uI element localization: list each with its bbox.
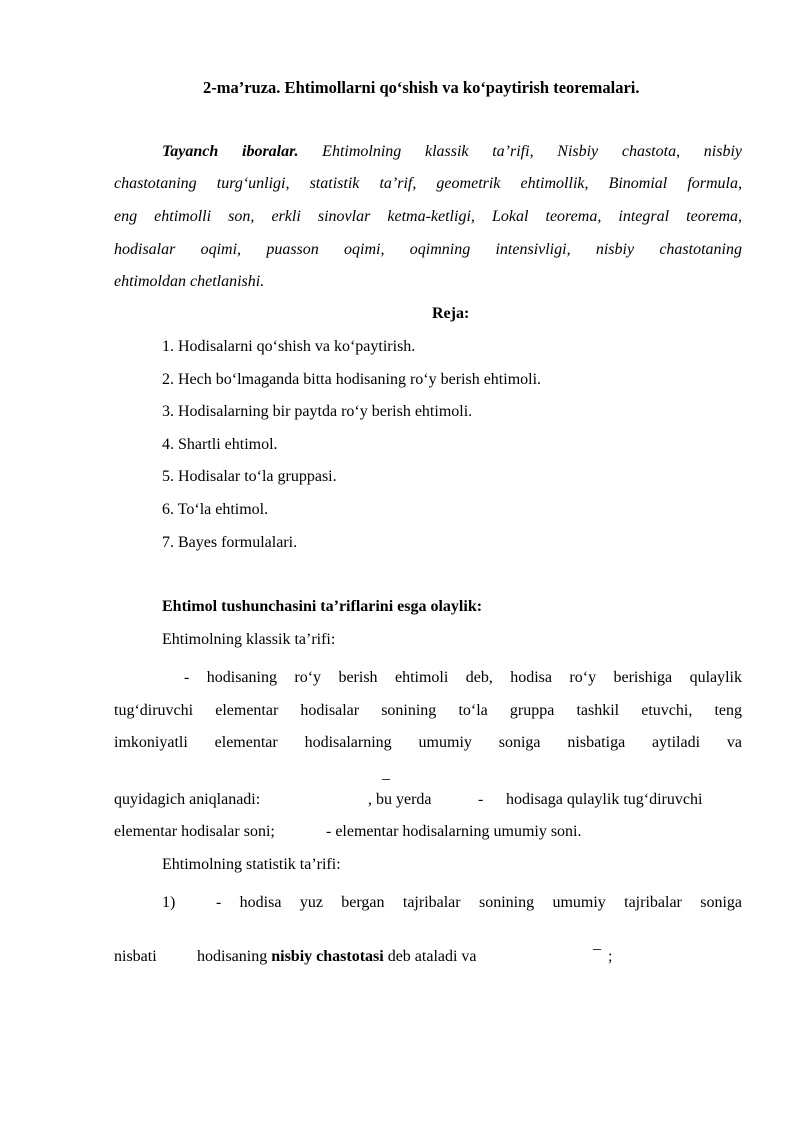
section-heading: Ehtimol tushunchasini ta’riflarini esga olaylik:: [162, 598, 483, 615]
plan-item-1: 1. Hodisalarni qo‘shish va ko‘paytirish.: [162, 338, 416, 355]
classic-line-4d: hodisaga qulaylik tug‘diruvchi: [506, 791, 703, 808]
plan-item-6: 6. To‘la ehtimol.: [162, 501, 269, 518]
plan-item-5: 5. Hodisalar to‘la gruppasi.: [162, 468, 337, 485]
classic-line-1: [114, 668, 742, 688]
relative-frequency-term: nisbiy chastotasi: [271, 948, 384, 965]
plan-item-2: 2. Hech bo‘lmaganda bitta hodisaning ro‘y berish ehtimoli.: [162, 371, 542, 388]
stat-item-number: 1): [162, 894, 176, 911]
classic-line-5a: elementar hodisalar soni;: [114, 823, 275, 840]
stat-line-2a: nisbati: [114, 948, 157, 965]
keywords-label: Tayanch iboralar: [162, 143, 295, 160]
stat-line-2b: [197, 947, 477, 967]
keywords-label-wrap: [114, 143, 298, 160]
classic-line-4b: , bu yerda: [368, 791, 432, 808]
keywords-line-3: eng ehtimolli son, erkli sinovlar ketma-ketligi, Lokal teorema, integral teorema,: [114, 208, 742, 225]
classic-line-2: tug‘diruvchi elementar hodisalar sonining to‘la gruppa tashkil etuvchi, teng: [114, 702, 742, 719]
plan-item-7: 7. Bayes formulalari.: [162, 534, 298, 551]
keywords-text-1: Ehtimolning klassik ta’rifi, Nisbiy chastota, nisbiy: [322, 143, 742, 160]
classic-line-5b: - elementar hodisalarning umumiy soni.: [326, 823, 582, 840]
keywords-label-dot: .: [294, 143, 299, 160]
keywords-line-4: hodisalar oqimi, puasson oqimi, oqimning intensivligi, nisbiy chastotaning: [114, 241, 742, 258]
plan-item-3: 3. Hodisalarning bir paytda ro‘y berish ehtimoli.: [162, 403, 473, 420]
stat-line-1: - hodisa yuz bergan tajribalar sonining umumiy tajribalar soniga: [216, 894, 742, 911]
stat-line-2-end: ;: [608, 948, 613, 965]
classic-line-1-text: - hodisaning ro‘y berish ehtimoli deb, hodisa ro‘y berishiga qulaylik: [184, 669, 742, 686]
plan-heading: Reja:: [432, 305, 470, 322]
stat-def-title: Ehtimolning statistik ta’rifi:: [162, 856, 341, 873]
keywords-line-2: chastotaning turg‘unligi, statistik ta’rif, geometrik ehtimollik, Binomial formula,: [114, 175, 742, 192]
classic-def-title: Ehtimolning klassik ta’rifi:: [162, 631, 336, 648]
fraction-bar-2: _: [593, 935, 601, 952]
stat-line-2b-text: hodisaning: [197, 948, 268, 965]
stat-line-2c-text: deb ataladi va: [387, 948, 477, 965]
keywords-line-1: [114, 142, 742, 162]
page-title: 2-ma’ruza. Ehtimollarni qo‘shish va ko‘paytirish teoremalari.: [203, 78, 640, 97]
fraction-bar: _: [382, 765, 390, 782]
classic-line-4a: quyidagich aniqlanadi:: [114, 791, 261, 808]
classic-line-4c: -: [478, 791, 484, 808]
classic-line-3: imkoniyatli elementar hodisalarning umumiy soniga nisbatiga aytiladi va: [114, 734, 742, 751]
keywords-line-5: ehtimoldan chetlanishi.: [114, 273, 265, 290]
plan-item-4: 4. Shartli ehtimol.: [162, 436, 278, 453]
